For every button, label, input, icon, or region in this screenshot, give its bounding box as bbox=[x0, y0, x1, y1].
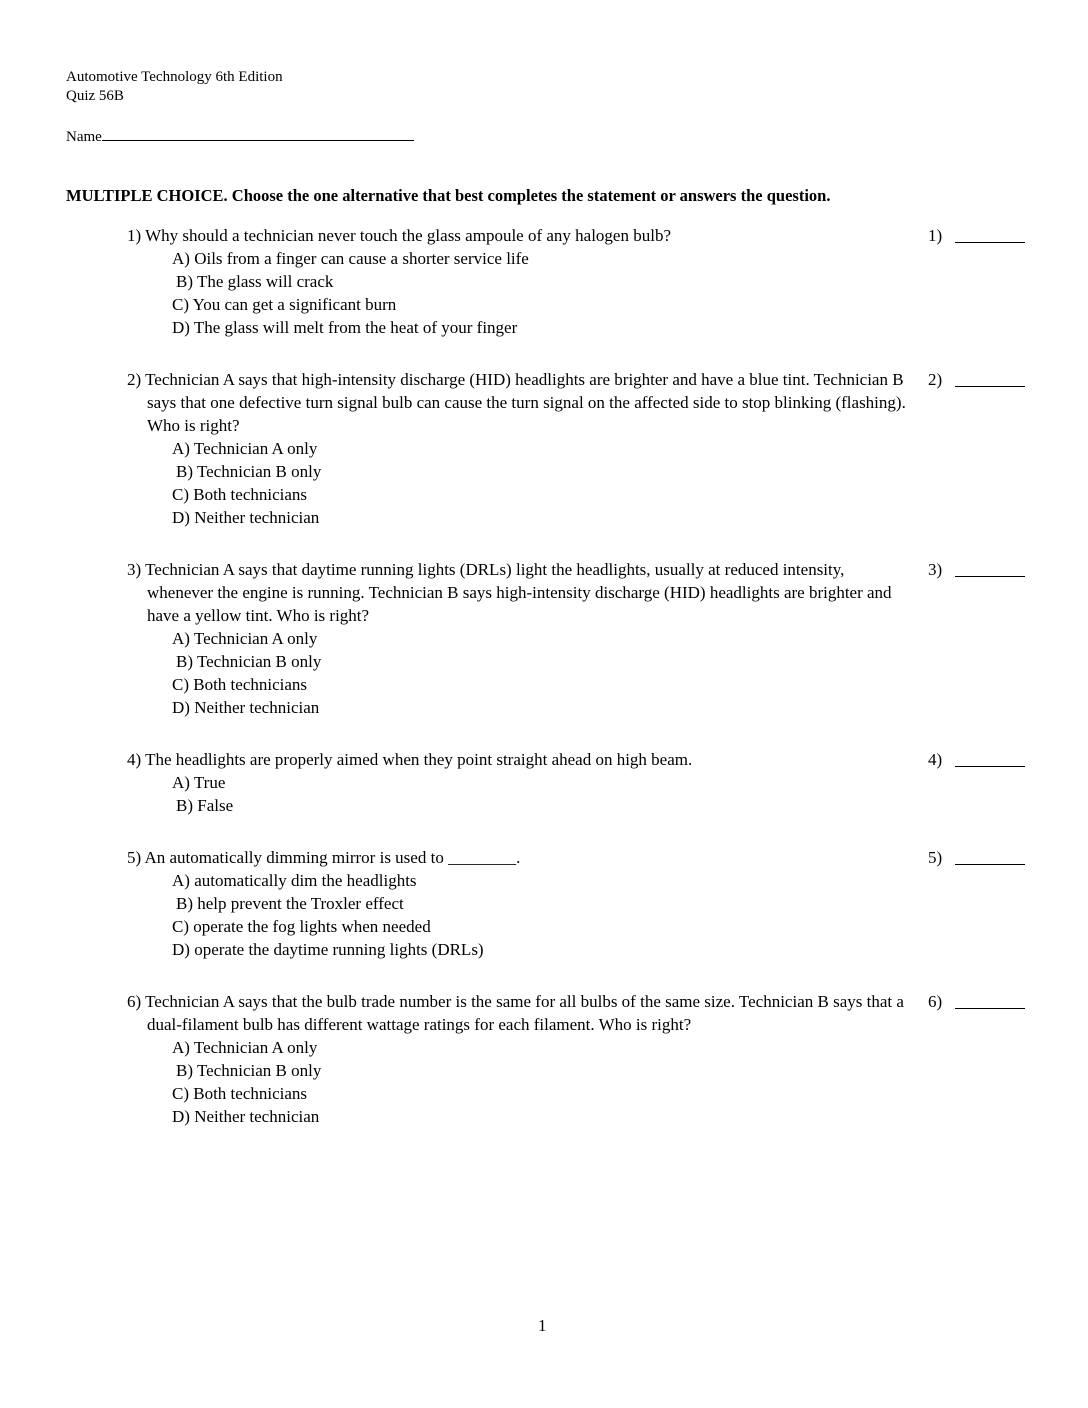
name-blank bbox=[102, 126, 414, 141]
question-stem: 5) An automatically dimming mirror is used to ________. bbox=[127, 848, 521, 867]
instructions: MULTIPLE CHOICE. Choose the one alternative that best completes the statement or answers the question. bbox=[66, 186, 831, 205]
answer-choice: C) operate the fog lights when needed bbox=[172, 917, 431, 936]
question-1 bbox=[127, 224, 1088, 339]
answer-number: 1) bbox=[928, 226, 943, 245]
question-5 bbox=[127, 846, 1088, 961]
quiz-label: Quiz 56B bbox=[66, 88, 124, 104]
answer-choice: C) Both technicians bbox=[172, 675, 308, 694]
answer-choice: A) Technician A only bbox=[172, 1038, 318, 1057]
name-label: Name bbox=[66, 129, 102, 145]
answer-blank bbox=[955, 242, 1025, 243]
answer-blank bbox=[955, 386, 1025, 387]
answer-choice: D) Neither technician bbox=[172, 698, 320, 717]
question-stem: 2) Technician A says that high-intensity discharge (HID) headlights are brighter and have a blue tint. Technician B says that one defective turn signal bulb can cause the turn signal on the affected side to stop blinking (flashing). Who is right? bbox=[127, 370, 906, 435]
answer-choice: B) Technician B only bbox=[176, 462, 322, 481]
answer-choice: A) Oils from a finger can cause a shorter service life bbox=[172, 249, 529, 268]
answer-choice: B) Technician B only bbox=[176, 1061, 322, 1080]
answer-choice: D) Neither technician bbox=[172, 1107, 320, 1126]
answer-blank bbox=[955, 1008, 1025, 1009]
answer-number: 3) bbox=[928, 560, 943, 579]
answer-number: 2) bbox=[928, 370, 943, 389]
answer-choice: C) You can get a significant burn bbox=[172, 295, 397, 314]
answer-choice: A) Technician A only bbox=[172, 439, 318, 458]
name-field bbox=[66, 126, 414, 147]
answer-number: 6) bbox=[928, 992, 943, 1011]
answer-choice: B) The glass will crack bbox=[176, 272, 334, 291]
question-3 bbox=[127, 558, 1088, 719]
document-title: Automotive Technology 6th Edition bbox=[66, 69, 283, 85]
answer-choice: B) help prevent the Troxler effect bbox=[176, 894, 404, 913]
answer-blank bbox=[955, 864, 1025, 865]
question-6 bbox=[127, 990, 1088, 1128]
answer-choice: B) False bbox=[176, 796, 234, 815]
answer-choice: A) True bbox=[172, 773, 226, 792]
question-stem: 3) Technician A says that daytime running lights (DRLs) light the headlights, usually at reduced intensity, whenever the engine is running. Technician B says high-intensity discharge (HID) headlights are brighter and have a yellow tint. Who is right? bbox=[127, 560, 892, 625]
answer-choice: B) Technician B only bbox=[176, 652, 322, 671]
answer-choice: C) Both technicians bbox=[172, 485, 308, 504]
question-stem: 6) Technician A says that the bulb trade number is the same for all bulbs of the same size. Technician B says that a dual-filament bulb has different wattage ratings for each filament. Who is right? bbox=[127, 992, 904, 1034]
answer-blank bbox=[955, 576, 1025, 577]
answer-number: 5) bbox=[928, 848, 943, 867]
answer-choice: A) Technician A only bbox=[172, 629, 318, 648]
answer-number: 4) bbox=[928, 750, 943, 769]
answer-choice: A) automatically dim the headlights bbox=[172, 871, 417, 890]
question-stem: 4) The headlights are properly aimed when they point straight ahead on high beam. bbox=[127, 750, 693, 769]
question-4 bbox=[127, 748, 1088, 817]
answer-choice: D) Neither technician bbox=[172, 508, 320, 527]
question-stem: 1) Why should a technician never touch the glass ampoule of any halogen bulb? bbox=[127, 226, 671, 245]
answer-blank bbox=[955, 766, 1025, 767]
question-2 bbox=[127, 368, 1088, 529]
answer-choice: C) Both technicians bbox=[172, 1084, 308, 1103]
page-number: 1 bbox=[538, 1316, 547, 1335]
answer-choice: D) The glass will melt from the heat of your finger bbox=[172, 318, 518, 337]
answer-choice: D) operate the daytime running lights (DRLs) bbox=[172, 940, 484, 959]
